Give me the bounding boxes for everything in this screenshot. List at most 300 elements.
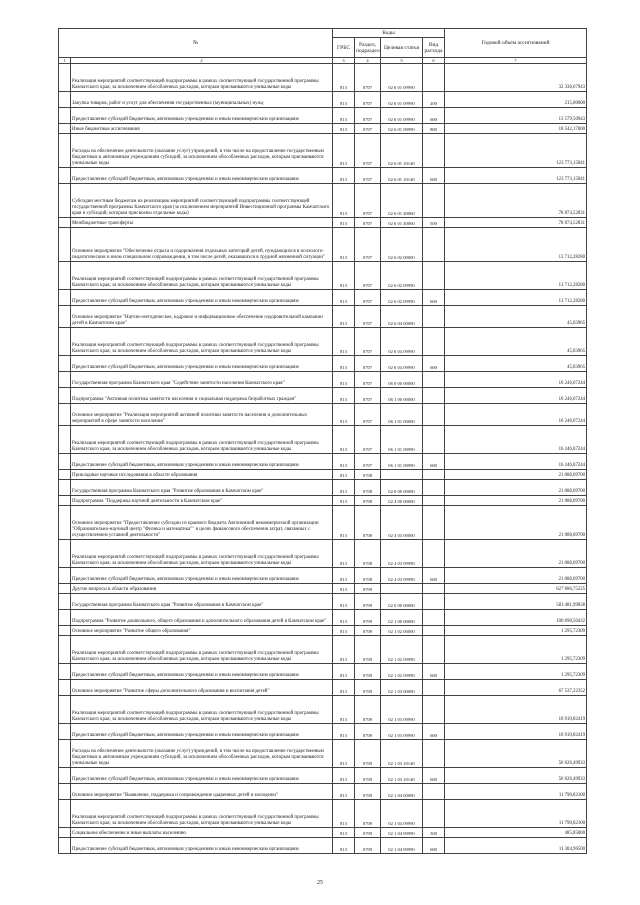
- row-razdel-code: 0709: [355, 838, 381, 854]
- row-grbs-code: 813: [333, 838, 355, 854]
- row-razdel-code: 0707: [355, 218, 381, 228]
- row-annual-amount: 16 246,67244: [445, 404, 587, 426]
- row-grbs-code: 813: [333, 426, 355, 454]
- row-target-item-code: 02 4 00 00000: [381, 496, 423, 506]
- row-description: Реализация мероприятий соответствующей подпрограммы в рамках соответствующей государственной программы Камчатского края, за исключением обособленных расходов, которым присваиваются уникальные коды: [71, 800, 333, 828]
- row-description: Государственная программа Камчатского края "Развитие образования в Камчатском крае": [71, 594, 333, 610]
- table-row: [59, 610, 587, 626]
- row-grbs-code: 813: [333, 388, 355, 404]
- row-number-cell: [59, 454, 71, 470]
- row-number-cell: [59, 290, 71, 306]
- table-row: [59, 680, 587, 696]
- row-target-item-code: 02 6 01 09990: [381, 108, 423, 124]
- row-number-cell: [59, 626, 71, 636]
- header-group-row: [59, 29, 587, 38]
- row-description: Основное мероприятие "Развитие общего образования": [71, 626, 333, 636]
- row-annual-amount: 56 626,49933: [445, 768, 587, 784]
- row-description: Подпрограмма "Активная политика занятости населения и социальная поддержка безработных граждан": [71, 388, 333, 404]
- row-annual-amount: 16 246,67244: [445, 388, 587, 404]
- row-target-item-code: 06 1 00 00000: [381, 388, 423, 404]
- row-number-cell: [59, 800, 71, 828]
- row-annual-amount: 67 537,22352: [445, 680, 587, 696]
- table-row: [59, 594, 587, 610]
- row-razdel-code: 0709: [355, 636, 381, 664]
- header-number: №: [59, 29, 333, 58]
- table-row: [59, 480, 587, 496]
- row-description: Реализация мероприятий соответствующей подпрограммы в рамках соответствующей государственной программы Камчатского края, за исключением обособленных расходов, которым присваиваются уникальные коды: [71, 636, 333, 664]
- row-number-cell: [59, 480, 71, 496]
- row-target-item-code: 02 6 02 09990: [381, 290, 423, 306]
- row-annual-amount: 123 773,15841: [445, 134, 587, 168]
- table-row: [59, 696, 587, 724]
- table-row: [59, 724, 587, 740]
- row-number-cell: [59, 426, 71, 454]
- row-number-cell: [59, 356, 71, 372]
- row-target-item-code: 02 6 01 09990: [381, 64, 423, 92]
- row-number-cell: [59, 828, 71, 838]
- row-description: Закупка товаров, работ и услуг для обеспечения государственных (муниципальных) нужд: [71, 92, 333, 108]
- row-expense-type-code: 200: [423, 92, 445, 108]
- row-expense-type-code: 600: [423, 568, 445, 584]
- row-expense-type-code: [423, 506, 445, 540]
- row-target-item-code: 02 0 00 00000: [381, 480, 423, 496]
- row-grbs-code: 813: [333, 496, 355, 506]
- row-number-cell: [59, 64, 71, 92]
- row-razdel-code: 0707: [355, 454, 381, 470]
- row-number-cell: [59, 168, 71, 184]
- row-number-cell: [59, 228, 71, 262]
- table-row: [59, 64, 587, 92]
- table-row: [59, 290, 587, 306]
- row-grbs-code: 813: [333, 784, 355, 800]
- row-annual-amount: 78 874,52831: [445, 218, 587, 228]
- row-description: Государственная программа Камчатского края "Развитие образования в Камчатском крае": [71, 480, 333, 496]
- row-annual-amount: 11 790,82100: [445, 800, 587, 828]
- row-grbs-code: 813: [333, 540, 355, 568]
- column-number: 6: [423, 58, 445, 64]
- row-expense-type-code: 500: [423, 218, 445, 228]
- row-target-item-code: 02 6 01 09990: [381, 124, 423, 134]
- row-grbs-code: 813: [333, 470, 355, 480]
- row-description: Реализация мероприятий соответствующей подпрограммы в рамках соответствующей государственной программы Камчатского края, за исключением обособленных расходов, которым присваиваются уникальные коды: [71, 540, 333, 568]
- row-number-cell: [59, 664, 71, 680]
- row-annual-amount: 45,03965: [445, 328, 587, 356]
- row-razdel-code: 0709: [355, 610, 381, 626]
- row-expense-type-code: [423, 480, 445, 496]
- row-annual-amount: 21 088,09700: [445, 480, 587, 496]
- header-target-item: Целевая статья: [381, 38, 423, 58]
- row-annual-amount: 56 626,49933: [445, 740, 587, 768]
- row-target-item-code: 02 6 04 09990: [381, 356, 423, 372]
- row-description: Предоставление субсидий бюджетным, автономным учреждениям и иным некоммерческим организациям: [71, 454, 333, 470]
- row-description: Предоставление субсидий бюджетным, автономным учреждениям и иным некоммерческим организациям: [71, 724, 333, 740]
- table-row: [59, 134, 587, 168]
- row-grbs-code: 813: [333, 800, 355, 828]
- row-description: Предоставление субсидий бюджетным, автономным учреждениям и иным некоммерческим организациям: [71, 664, 333, 680]
- row-target-item-code: 06 1 01 00000: [381, 404, 423, 426]
- row-target-item-code: 02 1 03 00000: [381, 680, 423, 696]
- row-razdel-code: 0709: [355, 784, 381, 800]
- column-number: 2: [71, 58, 333, 64]
- row-number-cell: [59, 680, 71, 696]
- table-row: [59, 218, 587, 228]
- row-razdel-code: 0707: [355, 64, 381, 92]
- row-target-item-code: 02 4 03 09990: [381, 568, 423, 584]
- column-number: 7: [445, 58, 587, 64]
- row-razdel-code: 0707: [355, 184, 381, 218]
- table-row: [59, 540, 587, 568]
- row-annual-amount: 21 088,09700: [445, 496, 587, 506]
- row-number-cell: [59, 134, 71, 168]
- row-target-item-code: 06 0 00 00000: [381, 372, 423, 388]
- row-grbs-code: 813: [333, 228, 355, 262]
- row-target-item-code: 02 1 02 00000: [381, 626, 423, 636]
- row-annual-amount: 13 579,50943: [445, 108, 587, 124]
- row-annual-amount: 11 304,96500: [445, 838, 587, 854]
- row-grbs-code: 813: [333, 568, 355, 584]
- row-annual-amount: 627 686,75225: [445, 584, 587, 594]
- row-expense-type-code: [423, 426, 445, 454]
- row-description: Основное мероприятие "Обеспечение отдыха и оздоровления отдельных категорий детей, нуждающихся в психолого-педагогическом и ином специальном сопровождении, в том числе детей, оказавшихся в трудной жизненной ситуации": [71, 228, 333, 262]
- table-row: [59, 636, 587, 664]
- row-target-item-code: 02 6 01 40060: [381, 218, 423, 228]
- row-razdel-code: 0708: [355, 496, 381, 506]
- row-number-cell: [59, 740, 71, 768]
- row-expense-type-code: [423, 404, 445, 426]
- row-target-item-code: 02 4 03 09990: [381, 540, 423, 568]
- table-row: [59, 184, 587, 218]
- table-row: [59, 168, 587, 184]
- row-razdel-code: 0709: [355, 696, 381, 724]
- row-annual-amount: 13 712,28280: [445, 228, 587, 262]
- row-number-cell: [59, 108, 71, 124]
- row-razdel-code: 0709: [355, 828, 381, 838]
- row-razdel-code: 0707: [355, 124, 381, 134]
- header-expense-type: Вид расхода: [423, 38, 445, 58]
- row-description: Субсидии местным бюджетам на реализацию мероприятий соответствующей подпрограммы соответствующей государственной программы Камчатского края (за исключением мероприятий Инвестиционной программы Камчатского края и субсидий, которым присвоены отдельные коды): [71, 184, 333, 218]
- header-codes-group: Коды: [333, 29, 445, 38]
- row-annual-amount: 16 246,67244: [445, 426, 587, 454]
- row-razdel-code: 0709: [355, 664, 381, 680]
- row-razdel-code: 0707: [355, 306, 381, 328]
- row-razdel-code: 0708: [355, 568, 381, 584]
- table-row: [59, 768, 587, 784]
- row-expense-type-code: [423, 594, 445, 610]
- table-row: [59, 626, 587, 636]
- row-number-cell: [59, 124, 71, 134]
- row-number-cell: [59, 724, 71, 740]
- row-target-item-code: [381, 584, 423, 594]
- row-annual-amount: 45,03965: [445, 356, 587, 372]
- column-number: 1: [59, 58, 71, 64]
- row-expense-type-code: [423, 388, 445, 404]
- table-row: [59, 388, 587, 404]
- row-expense-type-code: [423, 228, 445, 262]
- table-row: [59, 784, 587, 800]
- row-expense-type-code: 600: [423, 356, 445, 372]
- row-number-cell: [59, 372, 71, 388]
- row-number-cell: [59, 388, 71, 404]
- row-grbs-code: 813: [333, 828, 355, 838]
- row-annual-amount: 16 246,67244: [445, 372, 587, 388]
- row-razdel-code: 0707: [355, 290, 381, 306]
- row-grbs-code: 813: [333, 372, 355, 388]
- row-grbs-code: 813: [333, 262, 355, 290]
- row-description: Реализация мероприятий соответствующей подпрограммы в рамках соответствующей государственной программы Камчатского края, за исключением обособленных расходов, которым присваиваются уникальные коды: [71, 328, 333, 356]
- row-expense-type-code: [423, 800, 445, 828]
- row-expense-type-code: [423, 262, 445, 290]
- row-grbs-code: 813: [333, 680, 355, 696]
- row-number-cell: [59, 768, 71, 784]
- row-grbs-code: 813: [333, 218, 355, 228]
- row-annual-amount: 13 712,28280: [445, 290, 587, 306]
- row-target-item-code: 02 1 00 00000: [381, 610, 423, 626]
- row-description: Предоставление субсидий бюджетным, автономным учреждениям и иным некоммерческим организациям: [71, 568, 333, 584]
- row-annual-amount: 1 295,72309: [445, 636, 587, 664]
- row-description: Реализация мероприятий соответствующей подпрограммы в рамках соответствующей государственной программы Камчатского края, за исключением обособленных расходов, которым присваиваются уникальные коды: [71, 262, 333, 290]
- row-description: Основное мероприятие "Развитие сферы дополнительного образования и воспитания детей": [71, 680, 333, 696]
- row-grbs-code: 813: [333, 724, 355, 740]
- row-target-item-code: 02 1 03 10140: [381, 768, 423, 784]
- row-description: Предоставление субсидий бюджетным, автономным учреждениям и иным некоммерческим организациям: [71, 838, 333, 854]
- row-number-cell: [59, 594, 71, 610]
- row-annual-amount: 45,03965: [445, 306, 587, 328]
- table-row: [59, 356, 587, 372]
- row-grbs-code: 813: [333, 594, 355, 610]
- table-row: [59, 124, 587, 134]
- row-razdel-code: 0707: [355, 92, 381, 108]
- row-razdel-code: 0707: [355, 228, 381, 262]
- row-number-cell: [59, 696, 71, 724]
- row-expense-type-code: [423, 134, 445, 168]
- row-target-item-code: 02 6 04 00000: [381, 306, 423, 328]
- row-number-cell: [59, 584, 71, 594]
- header-razdel: Раздел, подраздел: [355, 38, 381, 58]
- row-number-cell: [59, 496, 71, 506]
- row-razdel-code: 0707: [355, 108, 381, 124]
- row-grbs-code: 813: [333, 480, 355, 496]
- row-target-item-code: 02 6 02 00000: [381, 228, 423, 262]
- row-number-cell: [59, 784, 71, 800]
- row-annual-amount: 1 295,72309: [445, 664, 587, 680]
- row-grbs-code: 813: [333, 454, 355, 470]
- row-annual-amount: 583 481,99838: [445, 594, 587, 610]
- row-razdel-code: 0707: [355, 262, 381, 290]
- row-target-item-code: 02 6 01 10140: [381, 168, 423, 184]
- table-row: [59, 568, 587, 584]
- row-grbs-code: 813: [333, 124, 355, 134]
- row-razdel-code: 0709: [355, 768, 381, 784]
- row-target-item-code: [381, 470, 423, 480]
- row-grbs-code: 813: [333, 636, 355, 664]
- row-grbs-code: 813: [333, 356, 355, 372]
- row-description: Реализация мероприятий соответствующей подпрограммы в рамках соответствующей государственной программы Камчатского края, за исключением обособленных расходов, которым присваиваются уникальные коды: [71, 696, 333, 724]
- row-grbs-code: 813: [333, 290, 355, 306]
- row-razdel-code: 0707: [355, 426, 381, 454]
- row-expense-type-code: [423, 64, 445, 92]
- row-grbs-code: 813: [333, 404, 355, 426]
- row-annual-amount: 100 698,50432: [445, 610, 587, 626]
- row-expense-type-code: 300: [423, 828, 445, 838]
- row-grbs-code: 813: [333, 64, 355, 92]
- row-expense-type-code: [423, 496, 445, 506]
- row-razdel-code: 0707: [355, 372, 381, 388]
- row-target-item-code: 02 0 00 00000: [381, 594, 423, 610]
- row-description: Предоставление субсидий бюджетным, автономным учреждениям и иным некоммерческим организациям: [71, 356, 333, 372]
- row-razdel-code: 0709: [355, 594, 381, 610]
- row-description: Основное мероприятие "Предоставление субсидии из краевого бюджета Автономной некоммерческой организации "Образовательно-научный центр "Физика и математика"" в целях финансового обеспечения затрат, связанных с осуществлением уставной деятельности": [71, 506, 333, 540]
- table-row: [59, 740, 587, 768]
- row-expense-type-code: 600: [423, 724, 445, 740]
- table-row: [59, 262, 587, 290]
- row-annual-amount: 21 088,09700: [445, 470, 587, 480]
- row-razdel-code: 0707: [355, 404, 381, 426]
- column-number: 4: [355, 58, 381, 64]
- budget-table-sheet: [58, 28, 586, 854]
- header-annual-total: Годовой объем ассигнований: [445, 29, 587, 58]
- row-grbs-code: 813: [333, 184, 355, 218]
- row-target-item-code: 02 1 02 09990: [381, 636, 423, 664]
- row-expense-type-code: 600: [423, 768, 445, 784]
- row-number-cell: [59, 636, 71, 664]
- row-annual-amount: 21 088,09700: [445, 506, 587, 540]
- row-annual-amount: 16 246,67244: [445, 454, 587, 470]
- row-grbs-code: 813: [333, 768, 355, 784]
- row-razdel-code: 0708: [355, 506, 381, 540]
- row-target-item-code: 02 6 01 09990: [381, 92, 423, 108]
- row-description: Основное мероприятие "Выявление, поддержка и сопровождение одаренных детей и молодежи": [71, 784, 333, 800]
- budget-rows: [59, 64, 587, 854]
- row-target-item-code: 02 4 03 00000: [381, 506, 423, 540]
- row-razdel-code: 0707: [355, 328, 381, 356]
- table-row: [59, 838, 587, 854]
- row-description: Расходы на обеспечение деятельности (оказание услуг) учреждений, в том числе на предоставление государственным бюджетным и автономным учреждениям субсидий, за исключением обособленных расходов, которым присваиваются уникальные коды: [71, 134, 333, 168]
- row-expense-type-code: [423, 306, 445, 328]
- table-row: [59, 404, 587, 426]
- row-expense-type-code: [423, 696, 445, 724]
- row-description: Предоставление субсидий бюджетным, автономным учреждениям и иным некоммерческим организациям: [71, 290, 333, 306]
- row-description: Прикладные научные исследования в области образования: [71, 470, 333, 480]
- row-number-cell: [59, 184, 71, 218]
- row-razdel-code: 0707: [355, 134, 381, 168]
- row-expense-type-code: 600: [423, 664, 445, 680]
- row-number-cell: [59, 262, 71, 290]
- table-row: [59, 426, 587, 454]
- row-razdel-code: 0707: [355, 388, 381, 404]
- row-annual-amount: 215,00000: [445, 92, 587, 108]
- table-row: [59, 584, 587, 594]
- row-expense-type-code: 600: [423, 168, 445, 184]
- table-row: [59, 470, 587, 480]
- row-target-item-code: 02 1 03 10140: [381, 740, 423, 768]
- row-number-cell: [59, 610, 71, 626]
- row-razdel-code: 0709: [355, 740, 381, 768]
- row-grbs-code: 813: [333, 328, 355, 356]
- row-description: Подпрограмма "Развитие дошкольного, общего образования и дополнительного образования детей в Камчатском крае": [71, 610, 333, 626]
- row-annual-amount: 10 910,82419: [445, 724, 587, 740]
- row-number-cell: [59, 838, 71, 854]
- row-number-cell: [59, 404, 71, 426]
- row-razdel-code: 0707: [355, 168, 381, 184]
- row-expense-type-code: [423, 626, 445, 636]
- row-annual-amount: 32 336,67943: [445, 64, 587, 92]
- row-expense-type-code: 600: [423, 454, 445, 470]
- row-number-cell: [59, 506, 71, 540]
- page-number: 25: [317, 880, 323, 886]
- row-expense-type-code: [423, 540, 445, 568]
- row-target-item-code: 02 1 04 00000: [381, 784, 423, 800]
- row-description: Расходы на обеспечение деятельности (оказание услуг) учреждений, в том числе на предоставление государственным бюджетным и автономным учреждениям субсидий, за исключением обособленных расходов, которым присваиваются уникальные коды: [71, 740, 333, 768]
- budget-table: [58, 28, 587, 854]
- row-grbs-code: 813: [333, 168, 355, 184]
- row-expense-type-code: [423, 184, 445, 218]
- column-number: 3: [333, 58, 355, 64]
- row-target-item-code: 02 1 04 09990: [381, 838, 423, 854]
- row-number-cell: [59, 92, 71, 108]
- row-expense-type-code: [423, 740, 445, 768]
- row-razdel-code: 0709: [355, 584, 381, 594]
- row-target-item-code: 02 6 04 09990: [381, 328, 423, 356]
- row-grbs-code: 813: [333, 664, 355, 680]
- row-number-cell: [59, 540, 71, 568]
- table-row: [59, 800, 587, 828]
- row-description: Иные бюджетные ассигнования: [71, 124, 333, 134]
- row-razdel-code: 0708: [355, 470, 381, 480]
- row-target-item-code: 02 1 03 09990: [381, 696, 423, 724]
- row-expense-type-code: 600: [423, 290, 445, 306]
- row-expense-type-code: [423, 784, 445, 800]
- row-razdel-code: 0708: [355, 540, 381, 568]
- row-target-item-code: 02 1 02 09990: [381, 664, 423, 680]
- row-description: Предоставление субсидий бюджетным, автономным учреждениям и иным некоммерческим организациям: [71, 168, 333, 184]
- row-razdel-code: 0707: [355, 356, 381, 372]
- table-row: [59, 664, 587, 680]
- row-number-cell: [59, 470, 71, 480]
- row-expense-type-code: 600: [423, 838, 445, 854]
- row-expense-type-code: [423, 584, 445, 594]
- row-description: Основное мероприятие "Научно-методическое, кадровое и информационное обеспечение оздоровительной кампании детей в Камчатском крае": [71, 306, 333, 328]
- row-grbs-code: 813: [333, 134, 355, 168]
- row-grbs-code: 813: [333, 108, 355, 124]
- row-expense-type-code: 800: [423, 124, 445, 134]
- table-row: [59, 454, 587, 470]
- row-grbs-code: 813: [333, 306, 355, 328]
- row-description: Социальное обеспечение и иные выплаты населению: [71, 828, 333, 838]
- table-row: [59, 828, 587, 838]
- row-expense-type-code: [423, 636, 445, 664]
- row-razdel-code: 0709: [355, 800, 381, 828]
- row-annual-amount: 13 712,28280: [445, 262, 587, 290]
- row-annual-amount: 21 088,09700: [445, 540, 587, 568]
- table-row: [59, 228, 587, 262]
- row-description: Предоставление субсидий бюджетным, автономным учреждениям и иным некоммерческим организациям: [71, 108, 333, 124]
- table-row: [59, 506, 587, 540]
- column-number: 5: [381, 58, 423, 64]
- row-expense-type-code: [423, 470, 445, 480]
- table-row: [59, 496, 587, 506]
- header-grbs: ГРБС: [333, 38, 355, 58]
- row-annual-amount: 21 088,09700: [445, 568, 587, 584]
- row-grbs-code: 813: [333, 610, 355, 626]
- table-row: [59, 328, 587, 356]
- row-annual-amount: 11 790,82100: [445, 784, 587, 800]
- row-target-item-code: 02 6 01 10140: [381, 134, 423, 168]
- row-razdel-code: 0709: [355, 626, 381, 636]
- table-row: [59, 92, 587, 108]
- row-annual-amount: 18 542,17000: [445, 124, 587, 134]
- row-number-cell: [59, 328, 71, 356]
- row-annual-amount: 485,85000: [445, 828, 587, 838]
